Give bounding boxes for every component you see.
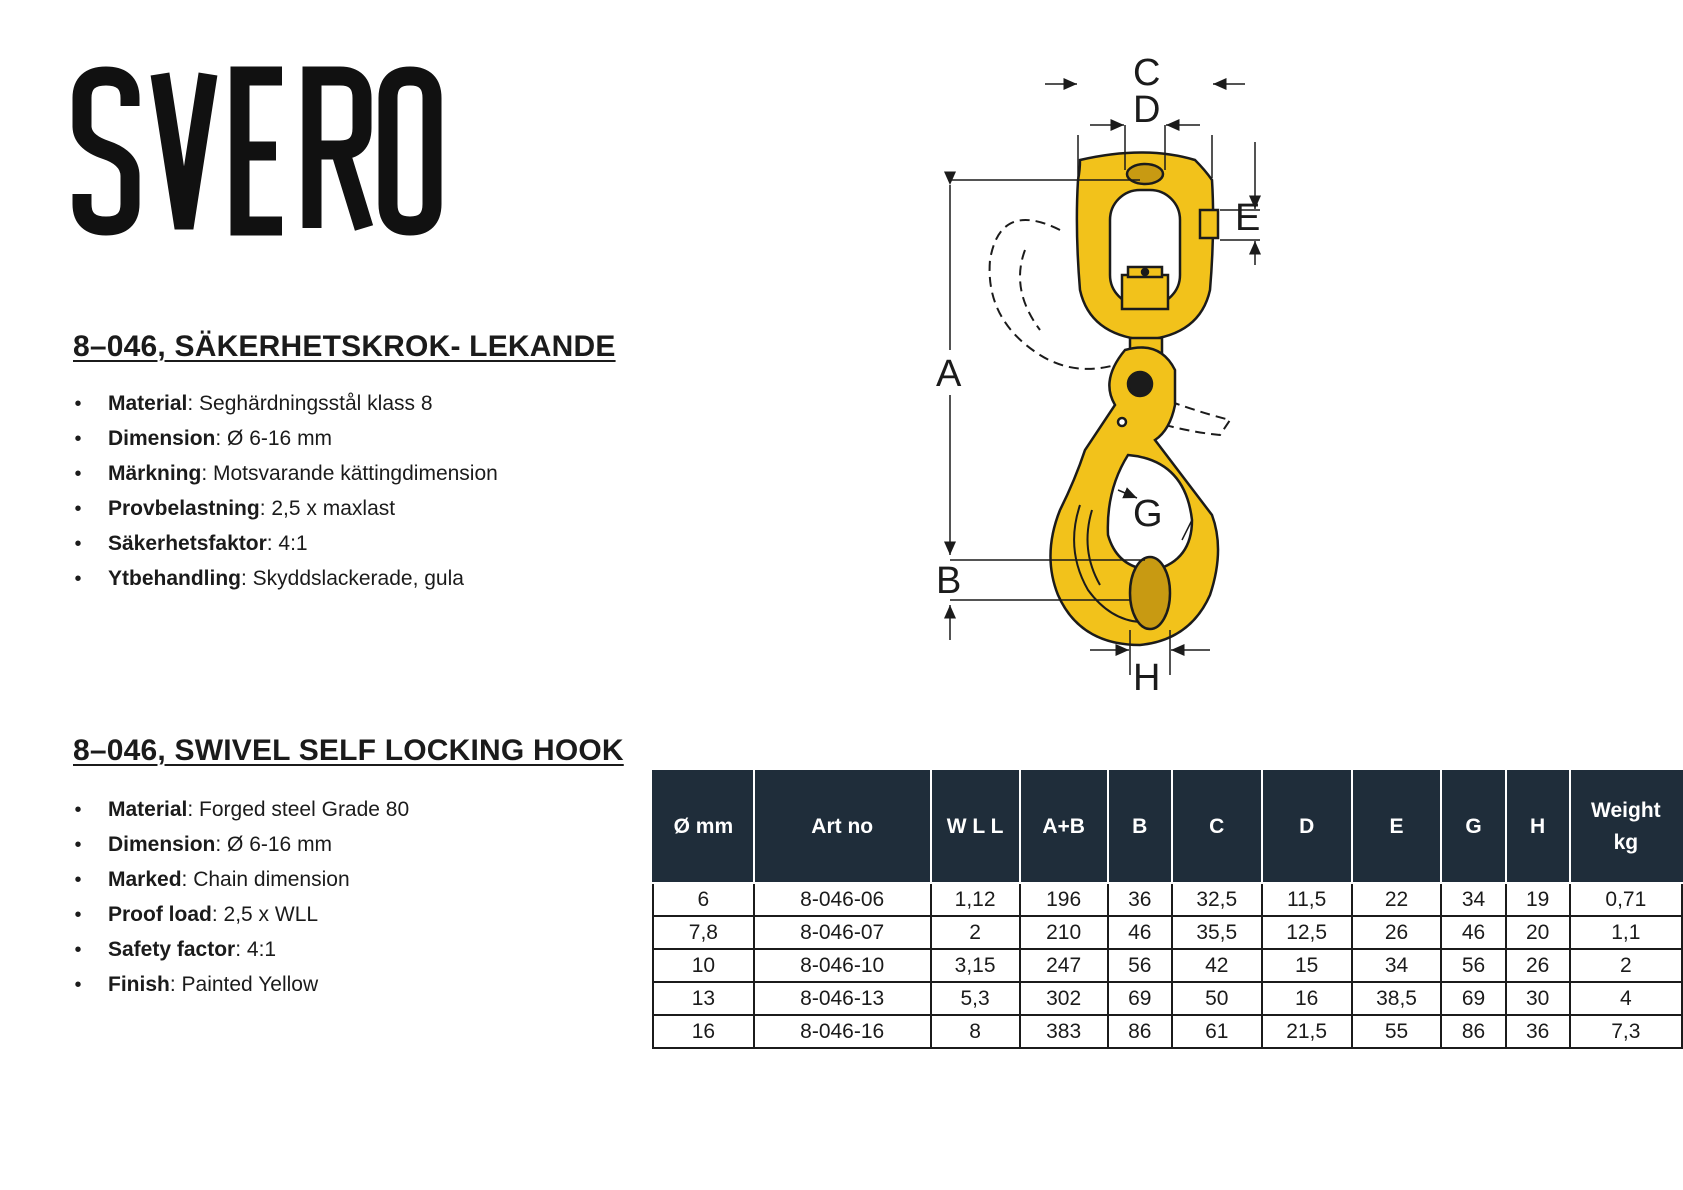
table-cell: 32,5 <box>1172 883 1262 916</box>
table-cell: 383 <box>1020 1015 1108 1048</box>
bullet-icon: • <box>74 869 82 891</box>
dimension-label-c: C <box>1133 52 1161 94</box>
swivel-eye <box>1077 153 1218 357</box>
column-header: C <box>1172 771 1262 883</box>
table-cell: 8 <box>931 1015 1020 1048</box>
table-row <box>653 982 1682 1015</box>
header-line: Weight <box>1591 799 1661 822</box>
table-cell: 19 <box>1506 883 1570 916</box>
header-line: kg <box>1613 831 1639 854</box>
table-row <box>653 1015 1682 1048</box>
spec-value: : Ø 6-16 mm <box>215 427 333 450</box>
spec-label: Material <box>108 798 188 821</box>
spec-value: : 2,5 x WLL <box>211 903 319 926</box>
table-cell: 0,71 <box>1570 883 1682 916</box>
table-cell: 50 <box>1172 982 1262 1015</box>
table-cell: 36 <box>1506 1015 1570 1048</box>
column-header: G <box>1441 771 1505 883</box>
heading-english: 8–046, SWIVEL SELF LOCKING HOOK <box>73 734 624 767</box>
table-cell: 61 <box>1172 1015 1262 1048</box>
table-cell: 56 <box>1108 949 1172 982</box>
list-item <box>73 567 498 602</box>
list-item <box>73 868 409 903</box>
list-item <box>73 532 498 567</box>
table-cell: 36 <box>1108 883 1172 916</box>
table-cell: 10 <box>653 949 754 982</box>
table-cell: 42 <box>1172 949 1262 982</box>
spec-value: : Chain dimension <box>181 868 350 891</box>
svero-logo <box>70 66 446 236</box>
spec-value: : Ø 6-16 mm <box>215 833 333 856</box>
table-cell: 34 <box>1441 883 1505 916</box>
spec-label: Safety factor <box>108 938 236 961</box>
dimension-label-b: B <box>936 560 962 602</box>
spec-value: : Forged steel Grade 80 <box>187 798 410 821</box>
column-header: E <box>1352 771 1442 883</box>
bullet-icon: • <box>74 498 82 520</box>
table-cell: 7,8 <box>653 916 754 949</box>
table-cell: 7,3 <box>1570 1015 1682 1048</box>
table-cell: 247 <box>1020 949 1108 982</box>
table-cell: 26 <box>1352 916 1442 949</box>
list-item <box>73 462 498 497</box>
list-item <box>73 903 409 938</box>
table-cell: 15 <box>1262 949 1352 982</box>
spec-table <box>652 770 1683 1049</box>
bullet-icon: • <box>74 533 82 555</box>
dimension-label-g: G <box>1133 493 1163 535</box>
table-cell: 55 <box>1352 1015 1442 1048</box>
table-cell: 8-046-13 <box>754 982 931 1015</box>
dimension-label-e: E <box>1235 197 1261 239</box>
table-cell: 4 <box>1570 982 1682 1015</box>
bullet-icon: • <box>74 463 82 485</box>
dimension-label-a: A <box>936 353 962 395</box>
table-cell: 16 <box>1262 982 1352 1015</box>
table-cell: 8-046-07 <box>754 916 931 949</box>
table-row <box>653 883 1682 916</box>
table-cell: 2 <box>1570 949 1682 982</box>
list-item <box>73 427 498 462</box>
table-cell: 1,12 <box>931 883 1020 916</box>
table-cell: 86 <box>1441 1015 1505 1048</box>
table-cell: 69 <box>1108 982 1172 1015</box>
spec-label: Märkning <box>108 462 202 485</box>
list-item <box>73 938 409 973</box>
list-item <box>73 392 498 427</box>
table-cell: 38,5 <box>1352 982 1442 1015</box>
spec-label: Proof load <box>108 903 212 926</box>
table-cell: 8-046-06 <box>754 883 931 916</box>
table-cell: 46 <box>1441 916 1505 949</box>
table-row <box>653 916 1682 949</box>
table-cell: 20 <box>1506 916 1570 949</box>
bullet-icon: • <box>74 393 82 415</box>
table-cell: 30 <box>1506 982 1570 1015</box>
spec-value: : Seghärdningsstål klass 8 <box>187 392 433 415</box>
table-cell: 5,3 <box>931 982 1020 1015</box>
table-cell: 1,1 <box>1570 916 1682 949</box>
table-cell: 12,5 <box>1262 916 1352 949</box>
spec-label: Marked <box>108 868 182 891</box>
logo-text: SVERO <box>70 66 74 67</box>
spec-label: Dimension <box>108 833 216 856</box>
table-cell: 11,5 <box>1262 883 1352 916</box>
table-header-row <box>653 771 1682 883</box>
list-item <box>73 973 409 1008</box>
spec-list-swedish <box>73 392 498 602</box>
bullet-icon: • <box>74 904 82 926</box>
table-row <box>653 949 1682 982</box>
list-item <box>73 497 498 532</box>
bullet-icon: • <box>74 568 82 590</box>
spec-label: Provbelastning <box>108 497 260 520</box>
spec-label: Säkerhetsfaktor <box>108 532 267 555</box>
table-cell: 34 <box>1352 949 1442 982</box>
table-cell: 3,15 <box>931 949 1020 982</box>
spec-value: : Skyddslackerade, gula <box>241 567 464 590</box>
table-cell: 196 <box>1020 883 1108 916</box>
table-cell: 6 <box>653 883 754 916</box>
table-cell: 86 <box>1108 1015 1172 1048</box>
spec-value: : 4:1 <box>266 532 308 555</box>
table-cell: 210 <box>1020 916 1108 949</box>
spec-label: Dimension <box>108 427 216 450</box>
table-cell: 8-046-10 <box>754 949 931 982</box>
bullet-icon: • <box>74 939 82 961</box>
table-cell: 69 <box>1441 982 1505 1015</box>
hook-diagram <box>930 50 1310 700</box>
list-item <box>73 833 409 868</box>
column-header: D <box>1262 771 1352 883</box>
spec-value: : Painted Yellow <box>169 973 319 996</box>
bullet-icon: • <box>74 974 82 996</box>
bullet-icon: • <box>74 834 82 856</box>
table-cell: 2 <box>931 916 1020 949</box>
table-cell: 22 <box>1352 883 1442 916</box>
table-cell: 35,5 <box>1172 916 1262 949</box>
table-cell: 26 <box>1506 949 1570 982</box>
spec-list-english <box>73 798 409 1008</box>
spec-value: : 4:1 <box>235 938 277 961</box>
heading-swedish: 8–046, SÄKERHETSKROK- LEKANDE <box>73 330 616 363</box>
spec-value: : Motsvarande kättingdimension <box>201 462 498 485</box>
table-cell: 46 <box>1108 916 1172 949</box>
column-header: W L L <box>931 771 1020 883</box>
table-cell: 56 <box>1441 949 1505 982</box>
table-cell: 13 <box>653 982 754 1015</box>
column-header: Art no <box>754 771 931 883</box>
column-header: B <box>1108 771 1172 883</box>
dimension-label-d: D <box>1133 89 1161 131</box>
bullet-icon: • <box>74 428 82 450</box>
column-header: Ø mm <box>653 771 754 883</box>
table-cell: 16 <box>653 1015 754 1048</box>
column-header-weight <box>1570 771 1682 883</box>
column-header: H <box>1506 771 1570 883</box>
table-cell: 8-046-16 <box>754 1015 931 1048</box>
dimension-label-h: H <box>1133 657 1161 699</box>
spec-label: Ytbehandling <box>108 567 241 590</box>
table-cell: 302 <box>1020 982 1108 1015</box>
bullet-icon: • <box>74 799 82 821</box>
spec-value: : 2,5 x maxlast <box>259 497 396 520</box>
spec-label: Finish <box>108 973 170 996</box>
table-cell: 21,5 <box>1262 1015 1352 1048</box>
spec-label: Material <box>108 392 188 415</box>
list-item <box>73 798 409 833</box>
column-header: A+B <box>1020 771 1108 883</box>
